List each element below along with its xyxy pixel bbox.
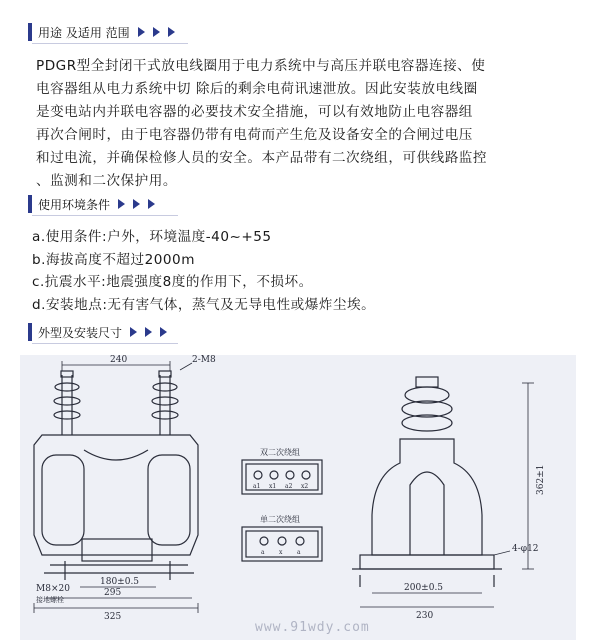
single-winding-label: 单二次绕组 — [260, 515, 300, 524]
list-item: c.抗震水平:地震强度8度的作用下，不损坏。 — [32, 274, 313, 291]
section-header-dimensions — [28, 322, 178, 342]
paragraph-line: 再次合闸时，由于电容器仍带有电荷而产生危及设备安全的合闸过电压 — [36, 127, 473, 143]
arrow-icon — [148, 199, 155, 209]
terminal-label: a — [297, 549, 301, 556]
watermark: www.91wdy.com — [255, 620, 370, 635]
dim-label: 295 — [104, 588, 122, 598]
dim-label: 4-φ12 — [512, 544, 539, 554]
dim-label: 362±1 — [536, 464, 546, 495]
arrow-icon — [133, 199, 140, 209]
side-view — [352, 377, 534, 607]
dim-label: 180±0.5 — [100, 577, 140, 587]
arrow-icon — [145, 327, 152, 337]
terminal-label: x — [279, 549, 283, 556]
ground-bolt-label: 接地螺栓 — [36, 596, 64, 604]
section-title: 使用环境条件 — [38, 197, 111, 212]
arrow-icon — [153, 27, 160, 37]
list-item: d.安装地点:无有害气体，蒸气及无导电性或爆炸尘埃。 — [32, 296, 376, 313]
section-header-environment — [28, 194, 178, 214]
arrow-icon — [130, 327, 137, 337]
section-title: 用途 及适用 范围 — [38, 25, 130, 40]
paragraph-line: 电容器组从电力系统中切 除后的剩余电荷讯速泄放。因此安装放电线圈 — [36, 81, 478, 97]
section-title: 外型及安装尺寸 — [38, 325, 123, 340]
dim-label: M8×20 — [36, 584, 70, 594]
section-header-usage — [28, 22, 188, 42]
list-item: b.海拔高度不超过2000m — [32, 251, 195, 268]
arrow-icon — [118, 199, 125, 209]
terminal-boxes — [242, 460, 322, 561]
paragraph-line: 是变电站内并联电容器的必要技术安全措施，可以有效地防止电容器组 — [36, 104, 473, 120]
paragraph-line: PDGR型全封闭干式放电线圈用于电力系统中与高压并联电容器连接、使 — [36, 58, 486, 74]
header-bar-icon — [28, 195, 32, 213]
environment-list — [32, 226, 582, 316]
dim-label: 325 — [104, 612, 122, 622]
list-item: a.使用条件:户外，环境温度-40~+55 — [32, 229, 272, 245]
header-bar-icon — [28, 323, 32, 341]
double-winding-label: 双二次绕组 — [260, 448, 300, 457]
usage-paragraph — [36, 55, 584, 193]
dim-label: 230 — [416, 611, 434, 621]
header-bar-icon — [28, 23, 32, 41]
front-view — [34, 361, 198, 613]
terminal-label: a2 — [285, 483, 293, 490]
terminal-label: a — [261, 549, 265, 556]
arrow-icon — [138, 27, 145, 37]
dim-label: 200±0.5 — [404, 583, 444, 593]
arrow-icon — [168, 27, 175, 37]
dim-label: 2-M8 — [192, 355, 216, 365]
dimension-drawing — [20, 355, 576, 640]
paragraph-line: 和过电流，并确保检修人员的安全。本产品带有二次绕组，可供线路监控 — [36, 150, 487, 166]
terminal-label: a1 — [253, 483, 261, 490]
paragraph-line: 、监测和二次保护用。 — [36, 173, 177, 189]
arrow-icon — [160, 327, 167, 337]
terminal-label: x2 — [301, 483, 309, 490]
terminal-label: x1 — [269, 483, 277, 490]
dim-label: 240 — [110, 355, 128, 365]
